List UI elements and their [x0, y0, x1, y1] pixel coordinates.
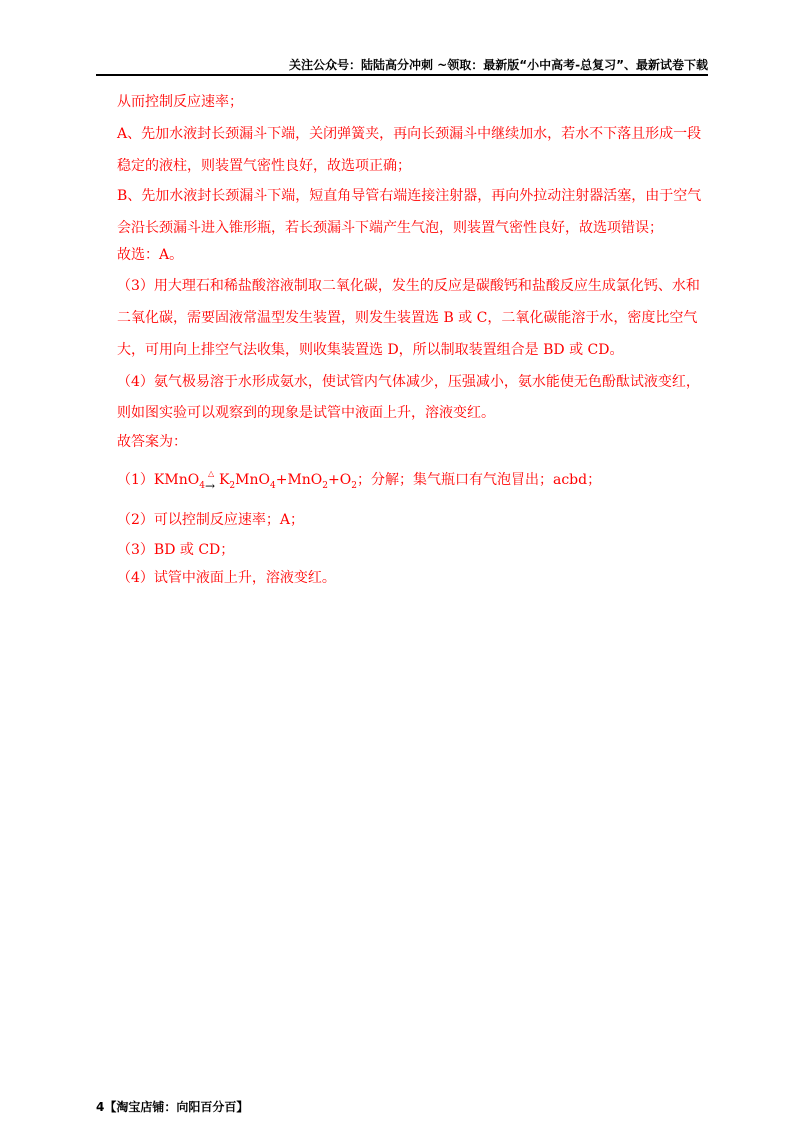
- text-line: A、先加水液封长颈漏斗下端，关闭弹簧夹，再向长颈漏斗中继续加水，若水不下落且形成一段: [117, 126, 702, 142]
- formula-part: +MnO: [275, 472, 323, 488]
- text-line: （3）用大理石和稀盐酸溶液制取二氧化碳，发生的反应是碳酸钙和盐酸反应生成氯化钙、水和: [117, 278, 700, 294]
- text-line: 从而控制反应速率；: [117, 94, 243, 110]
- formula-part: +O: [328, 472, 352, 488]
- text-line: 故答案为：: [117, 434, 187, 450]
- page-footer: 4【淘宝店铺：向阳百分百】: [96, 1100, 249, 1114]
- answer-1-line: [117, 470, 601, 496]
- answer-1-prefix: （1）KMnO: [117, 472, 200, 488]
- text-line: 则如图实验可以观察到的现象是试管中液面上升，溶液变红。: [117, 405, 495, 421]
- answer-1-suffix: ；分解；集气瓶口有气泡冒出；acbd；: [356, 472, 602, 488]
- answer-line: （4）试管中液面上升，溶液变红。: [117, 570, 336, 586]
- formula-part: K: [218, 472, 230, 488]
- subscript: 2: [229, 480, 236, 491]
- text-line: （4）氨气极易溶于水形成氨水，使试管内气体减少，压强减小，氨水能使无色酚酞试液变红，: [117, 374, 700, 390]
- text-line: 会沿长颈漏斗进入锥形瓶，若长颈漏斗下端产生气泡，则装置气密性良好，故选项错误；: [117, 220, 663, 236]
- answer-line: （2）可以控制反应速率；A；: [117, 512, 305, 528]
- heat-symbol: △: [207, 469, 215, 478]
- text-line: 故选：A。: [117, 247, 184, 263]
- text-line: 稳定的液柱，则装置气密性良好，故选项正确；: [117, 158, 411, 174]
- heat-arrow: [204, 469, 219, 493]
- text-line: 大，可用向上排空气法收集，则收集装置选 D，所以制取装置组合是 BD 或 CD。: [117, 342, 624, 358]
- formula-part: MnO: [235, 472, 270, 488]
- reaction-arrow-icon: →: [204, 479, 215, 493]
- subscript: 4: [199, 480, 205, 491]
- page-header: 关注公众号：陆陆高分冲刺 ~领取：最新版“小中高考-总复习”、最新试卷下载: [289, 58, 708, 72]
- text-line: B、先加水液封长颈漏斗下端，短直角导管右端连接注射器，再向外拉动注射器活塞，由于空气: [117, 188, 702, 204]
- answer-line: （3）BD 或 CD；: [117, 542, 235, 558]
- subscript: 4: [269, 480, 276, 491]
- text-line: 二氧化碳，需要固液常温型发生装置，则发生装置选 B 或 C，二氧化碳能溶于水，密度比空气: [117, 310, 698, 326]
- subscript: 2: [351, 480, 357, 491]
- header-rule: [96, 74, 708, 76]
- subscript: 2: [322, 480, 329, 491]
